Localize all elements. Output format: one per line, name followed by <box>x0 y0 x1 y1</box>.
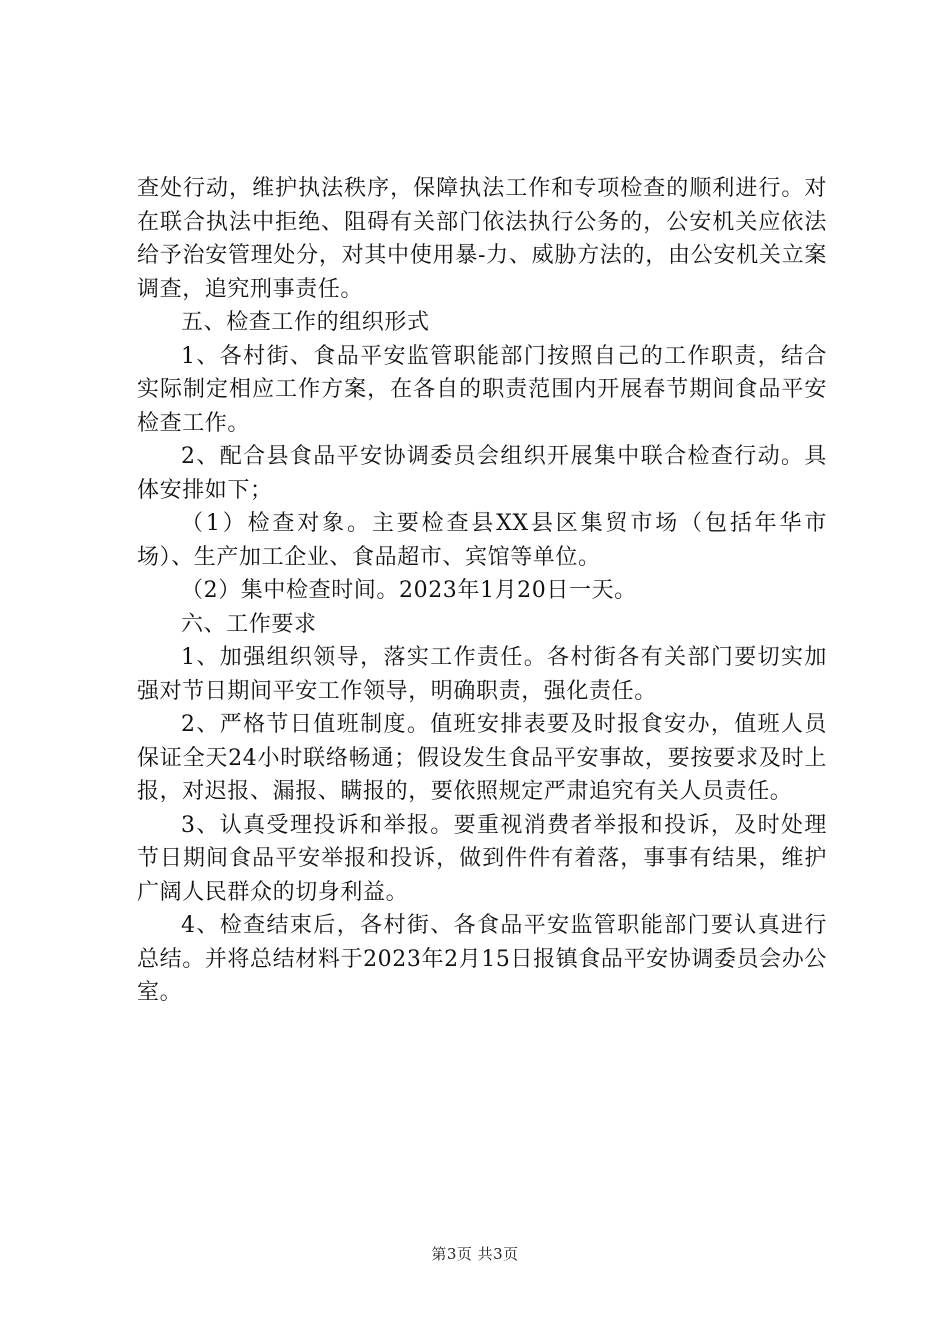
paragraph-requirement-4-summary: 4、检查结束后，各村街、各食品平安监管职能部门要认真进行总结。并将总结材料于2023年2月15日报镇食品平安协调委员会办公室。 <box>137 913 827 1005</box>
paragraph-item-2-joint-inspection: 2、配合县食品平安协调委员会组织开展集中联合检查行动。具体安排如下； <box>137 444 827 503</box>
document-body <box>137 172 827 1010</box>
paragraph-enforcement-order: 查处行动，维护执法秩序，保障执法工作和专项检查的顺利进行。对在联合执法中拒绝、阻碍有关部门依法执行公务的，公安机关应依法给予治安管理处分，对其中使用暴-力、威胁方法的，由公安机关立案调查，追究刑事责任。 <box>137 176 827 302</box>
paragraph-requirement-1-leadership: 1、加强组织领导，落实工作责任。各村街各有关部门要切实加强对节日期间平安工作领导，明确职责，强化责任。 <box>137 645 827 704</box>
paragraph-inspection-targets: （1）检查对象。主要检查县XX县区集贸市场（包括年华市场）、生产加工企业、食品超市、宾馆等单位。 <box>137 511 827 570</box>
section-heading-organization-form: 五、检查工作的组织形式 <box>181 310 430 335</box>
paragraph-inspection-time: （2）集中检查时间。2023年1月20日一天。 <box>181 578 637 603</box>
paragraph-item-1-work-plan: 1、各村街、食品平安监管职能部门按照自己的工作职责，结合实际制定相应工作方案，在各自的职责范围内开展春节期间食品平安检查工作。 <box>137 343 827 436</box>
paragraph-requirement-3-complaints: 3、认真受理投诉和举报。要重视消费者举报和投诉，及时处理节日期间食品平安举报和投诉，做到件件有着落，事事有结果，维护广阔人民群众的切身利益。 <box>137 812 827 905</box>
page-number-footer: 第3页 共3页 <box>431 1245 519 1263</box>
section-heading-work-requirements: 六、工作要求 <box>181 611 317 637</box>
paragraph-requirement-2-duty-system: 2、严格节日值班制度。值班安排表要及时报食安办，值班人员保证全天24小时联络畅通；假设发生食品平安事故，要按要求及时上报，对迟报、漏报、瞒报的，要依照规定严肃追究有关人员责任。 <box>137 712 827 804</box>
